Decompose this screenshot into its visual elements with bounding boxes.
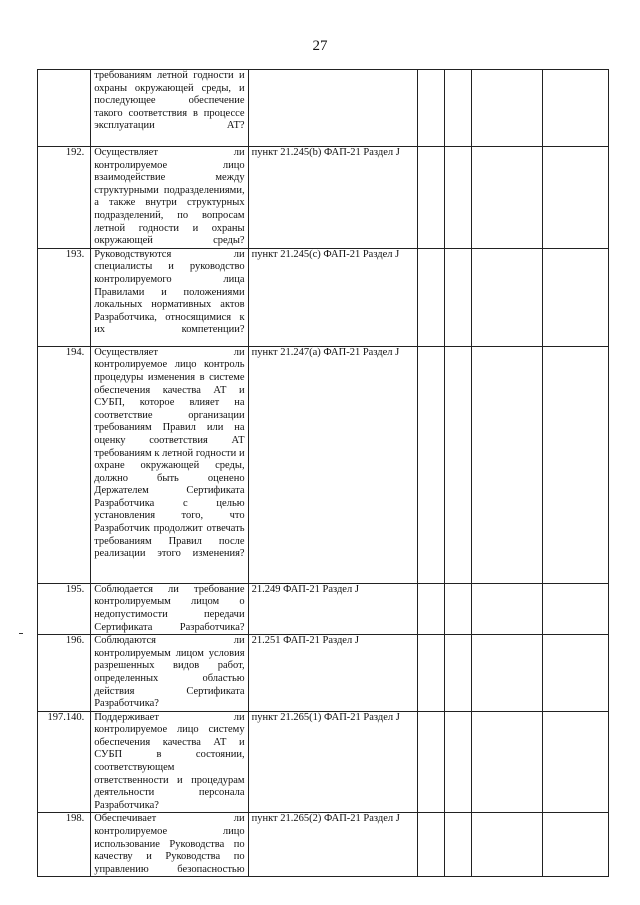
table-row <box>38 813 609 877</box>
table-row <box>38 70 609 147</box>
question-text: Обеспечивает ли контролируемое лицо использование Руководства по качеству и Руководства по управлению безопасностью <box>94 813 245 875</box>
answer-no-cell <box>445 346 472 583</box>
question-cell <box>91 711 248 813</box>
not-applicable-cell <box>472 248 543 346</box>
answer-yes-cell <box>417 346 444 583</box>
row-number: 198. <box>38 813 91 877</box>
answer-yes-cell <box>417 248 444 346</box>
notes-cell <box>542 248 608 346</box>
not-applicable-cell <box>472 711 543 813</box>
notes-cell <box>542 70 608 147</box>
table-row <box>38 583 609 634</box>
answer-yes-cell <box>417 711 444 813</box>
reference-cell: 21.249 ФАП-21 Раздел J <box>248 583 417 634</box>
answer-no-cell <box>445 635 472 712</box>
question-cell <box>91 70 248 147</box>
answer-no-cell <box>445 711 472 813</box>
table-row <box>38 711 609 813</box>
notes-cell <box>542 147 608 249</box>
reference-cell: пункт 21.265(1) ФАП-21 Раздел J <box>248 711 417 813</box>
table-row <box>38 248 609 346</box>
answer-yes-cell <box>417 147 444 249</box>
question-text: Поддерживает ли контролируемое лицо систему обеспечения качества АТ и СУБП в состоянии, соответствующем ответственности и процедурам деятельности персонала Разработчика? <box>94 711 245 811</box>
reference-cell: пункт 21.245(b) ФАП-21 Раздел J <box>248 147 417 249</box>
answer-no-cell <box>445 248 472 346</box>
checklist-table <box>37 69 609 877</box>
row-number <box>38 70 91 147</box>
reference-cell: пункт 21.247(a) ФАП-21 Раздел J <box>248 346 417 583</box>
reference-cell: пункт 21.265(2) ФАП-21 Раздел J <box>248 813 417 877</box>
question-text: требованиям летной годности и охраны окружающей среды, и последующее обеспечение такого соответствия в процессе эксплуатации АТ? <box>94 70 245 132</box>
notes-cell <box>542 813 608 877</box>
not-applicable-cell <box>472 583 543 634</box>
answer-yes-cell <box>417 813 444 877</box>
notes-cell <box>542 635 608 712</box>
reference-cell <box>248 70 417 147</box>
table-row <box>38 346 609 583</box>
question-cell <box>91 583 248 634</box>
row-number: 197.140. <box>38 711 91 813</box>
question-cell <box>91 635 248 712</box>
question-text: Соблюдается ли требование контролируемым лицом о недопустимости передачи Сертификата Разработчика? <box>94 583 245 633</box>
row-number: 196. <box>38 635 91 712</box>
row-number: 195. <box>38 583 91 634</box>
answer-yes-cell <box>417 70 444 147</box>
question-cell <box>91 147 248 249</box>
row-number: 193. <box>38 248 91 346</box>
not-applicable-cell <box>472 635 543 712</box>
answer-yes-cell <box>417 635 444 712</box>
question-text: Осуществляет ли контролируемое лицо контроль процедуры изменения в системе обеспечения качества АТ и СУБП, которое влияет на соответствие организации требованиям Правил или на оценку соответствия АТ требованиям к летной годности и охране окружающей среды, должно быть оценено Держателем Сертификата Разработчика с целью установления того, что Разработчик продолжит отвечать требованиям Правил после реализации этого изменения? <box>94 346 245 560</box>
answer-yes-cell <box>417 583 444 634</box>
margin-mark <box>19 633 23 634</box>
row-number: 194. <box>38 346 91 583</box>
reference-cell: пункт 21.245(c) ФАП-21 Раздел J <box>248 248 417 346</box>
page-number: 27 <box>312 38 328 54</box>
reference-cell: 21.251 ФАП-21 Раздел J <box>248 635 417 712</box>
notes-cell <box>542 711 608 813</box>
table-row <box>38 147 609 249</box>
question-text: Руководствуются ли специалисты и руководство контролируемого лица Правилами и положениями локальных нормативных актов Разработчика, относящимися к их компетенции? <box>94 248 245 336</box>
table-row <box>38 635 609 712</box>
answer-no-cell <box>445 813 472 877</box>
not-applicable-cell <box>472 147 543 249</box>
answer-no-cell <box>445 583 472 634</box>
question-cell <box>91 248 248 346</box>
row-number: 192. <box>38 147 91 249</box>
not-applicable-cell <box>472 813 543 877</box>
not-applicable-cell <box>472 70 543 147</box>
answer-no-cell <box>445 70 472 147</box>
question-text: Осуществляет ли контролируемое лицо взаимодействие между структурными подразделениями, а также внутри структурных подразделений, по вопросам летной годности и охраны окружающей среды? <box>94 147 245 247</box>
question-cell <box>91 813 248 877</box>
question-cell <box>91 346 248 583</box>
answer-no-cell <box>445 147 472 249</box>
notes-cell <box>542 583 608 634</box>
question-text: Соблюдаются ли контролируемым лицом условия разрешенных видов работ, определенных областью действия Сертификата Разработчика? <box>94 635 245 710</box>
not-applicable-cell <box>472 346 543 583</box>
notes-cell <box>542 346 608 583</box>
